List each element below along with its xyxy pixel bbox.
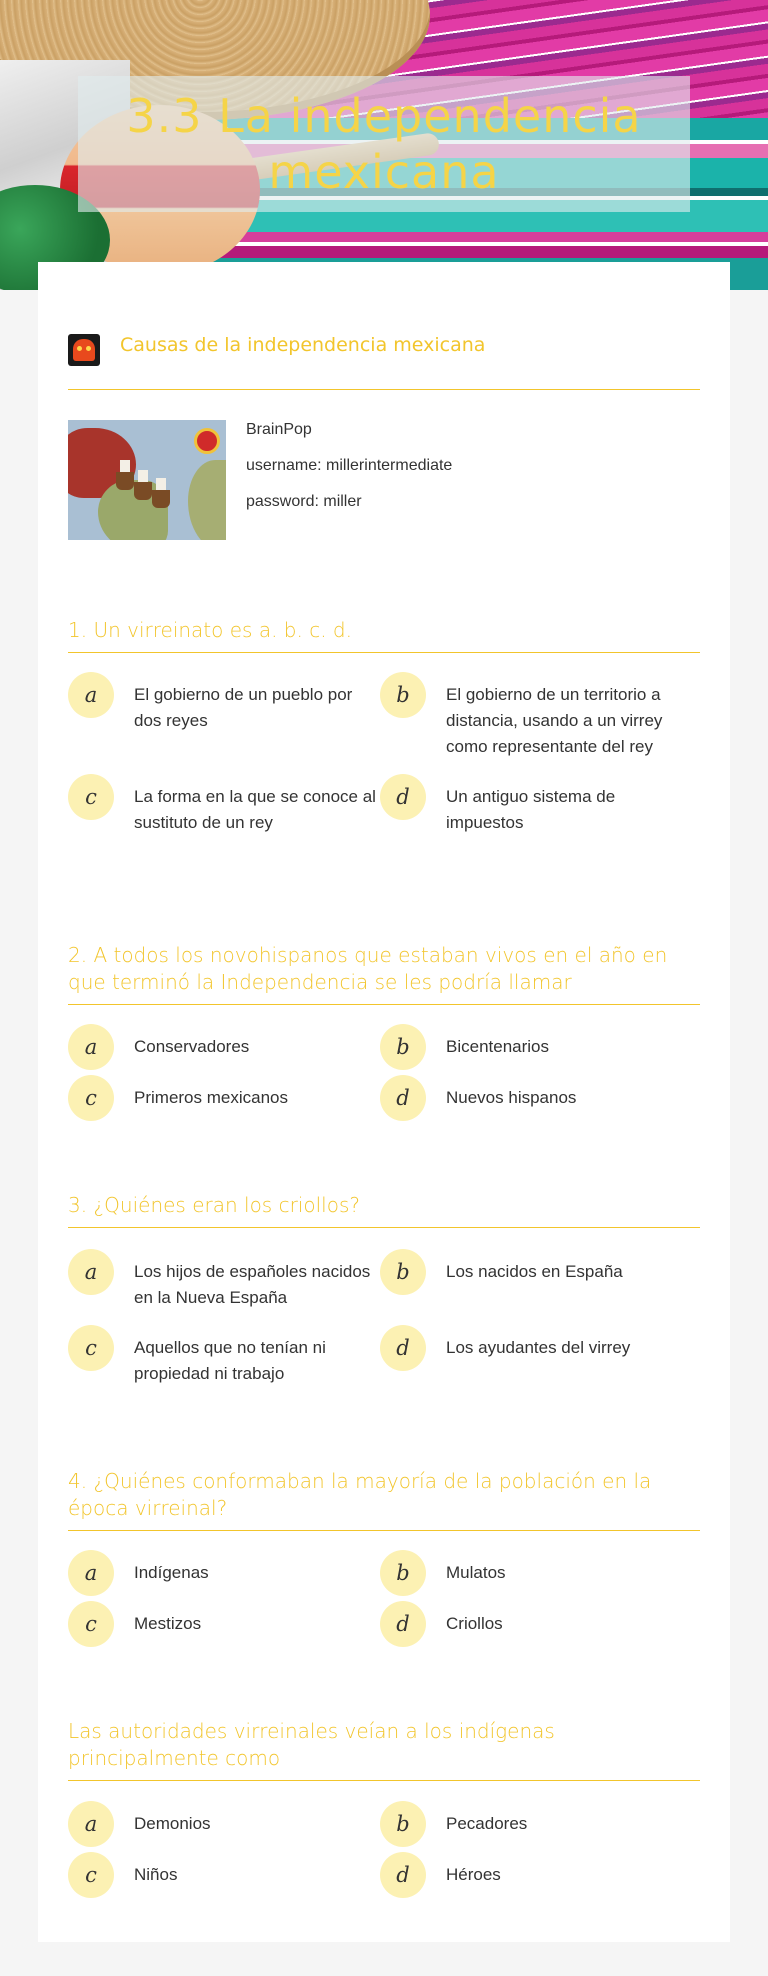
option-letter-badge: b <box>380 1249 426 1295</box>
question-5-option-b[interactable] <box>380 1801 690 1847</box>
option-letter-badge: a <box>68 1550 114 1596</box>
option-text: Bicentenarios <box>446 1037 550 1056</box>
page-title: 3.3 La independencia mexicana <box>126 89 642 199</box>
option-letter-badge: c <box>68 774 114 820</box>
question-2-option-c[interactable] <box>68 1075 378 1121</box>
crown-icon <box>194 428 220 454</box>
question-5-option-d[interactable] <box>380 1852 690 1898</box>
question-4-prompt: 4. ¿Quiénes conformaban la mayoría de la población en la época virreinal? <box>68 1468 700 1531</box>
option-letter-badge: b <box>380 1024 426 1070</box>
option-text: Un antiguo sistema de impuestos <box>446 787 616 832</box>
question-3-option-d[interactable] <box>380 1325 690 1371</box>
option-letter-badge: a <box>68 1801 114 1847</box>
ship-icon <box>116 472 134 490</box>
question-3-prompt: 3. ¿Quiénes eran los criollos? <box>68 1192 700 1228</box>
question-5-option-a[interactable] <box>68 1801 378 1847</box>
option-text: Mestizos <box>134 1614 202 1633</box>
option-text: Conservadores <box>134 1037 250 1056</box>
option-text: El gobierno de un territorio a distancia, usando a un virrey como representante del rey <box>446 685 663 756</box>
option-text: El gobierno de un pueblo por dos reyes <box>134 685 353 730</box>
option-letter-badge: c <box>68 1075 114 1121</box>
option-text: Los nacidos en España <box>446 1262 623 1281</box>
worksheet-card <box>38 262 730 1942</box>
header-banner <box>0 0 768 290</box>
info-line-password: password: miller <box>246 493 362 510</box>
option-text: La forma en la que se conoce al sustituto de un rey <box>134 787 376 832</box>
question-1-prompt: 1. Un virreinato es a. b. c. d. <box>68 617 700 653</box>
info-line-site: BrainPop <box>246 421 312 438</box>
question-3-option-a[interactable] <box>68 1249 378 1311</box>
option-text: Mulatos <box>446 1563 506 1582</box>
option-letter-badge: d <box>380 1601 426 1647</box>
question-3-option-b[interactable] <box>380 1249 690 1295</box>
ghost-icon <box>73 339 95 361</box>
option-letter-badge: a <box>68 672 114 718</box>
option-text: Los ayudantes del virrey <box>446 1338 631 1357</box>
question-2-option-d[interactable] <box>380 1075 690 1121</box>
divider <box>68 389 700 390</box>
game-icon[interactable] <box>68 334 100 366</box>
option-text: Indígenas <box>134 1563 209 1582</box>
option-text: Héroes <box>446 1865 501 1884</box>
option-text: Los hijos de españoles nacidos en la Nueva España <box>134 1262 371 1307</box>
question-1-option-a[interactable] <box>68 672 378 734</box>
question-1-option-c[interactable] <box>68 774 378 836</box>
option-letter-badge: d <box>380 1325 426 1371</box>
option-letter-badge: c <box>68 1852 114 1898</box>
option-letter-badge: a <box>68 1024 114 1070</box>
question-2-prompt: 2. A todos los novohispanos que estaban vivos en el año en que terminó la Independencia se les podría llamar <box>68 942 700 1005</box>
option-letter-badge: c <box>68 1325 114 1371</box>
option-text: Aquellos que no tenían ni propiedad ni trabajo <box>134 1338 326 1383</box>
question-4-option-b[interactable] <box>380 1550 690 1596</box>
option-letter-badge: b <box>380 672 426 718</box>
title-box <box>78 76 690 212</box>
question-4-option-d[interactable] <box>380 1601 690 1647</box>
option-text: Demonios <box>134 1814 211 1833</box>
option-text: Nuevos hispanos <box>446 1088 577 1107</box>
ship-icon <box>134 482 152 500</box>
question-4-option-c[interactable] <box>68 1601 378 1647</box>
question-2-option-a[interactable] <box>68 1024 378 1070</box>
option-letter-badge: b <box>380 1550 426 1596</box>
option-letter-badge: b <box>380 1801 426 1847</box>
question-3-option-c[interactable] <box>68 1325 378 1387</box>
ship-icon <box>152 490 170 508</box>
resource-link[interactable]: Causas de la independencia mexicana <box>120 334 486 356</box>
question-4-option-a[interactable] <box>68 1550 378 1596</box>
option-text: Primeros mexicanos <box>134 1088 288 1107</box>
question-1-option-b[interactable] <box>380 672 690 760</box>
option-letter-badge: d <box>380 1852 426 1898</box>
question-1-option-d[interactable] <box>380 774 690 836</box>
question-5-option-c[interactable] <box>68 1852 378 1898</box>
option-letter-badge: d <box>380 774 426 820</box>
option-letter-badge: c <box>68 1601 114 1647</box>
map-thumbnail[interactable] <box>68 420 226 540</box>
option-text: Niños <box>134 1865 178 1884</box>
option-letter-badge: a <box>68 1249 114 1295</box>
option-letter-badge: d <box>380 1075 426 1121</box>
question-2-option-b[interactable] <box>380 1024 690 1070</box>
option-text: Criollos <box>446 1614 503 1633</box>
info-line-username: username: millerintermediate <box>246 457 453 474</box>
map-land <box>188 460 226 540</box>
question-5-prompt: Las autoridades virreinales veían a los indígenas principalmente como <box>68 1718 700 1781</box>
option-text: Pecadores <box>446 1814 528 1833</box>
